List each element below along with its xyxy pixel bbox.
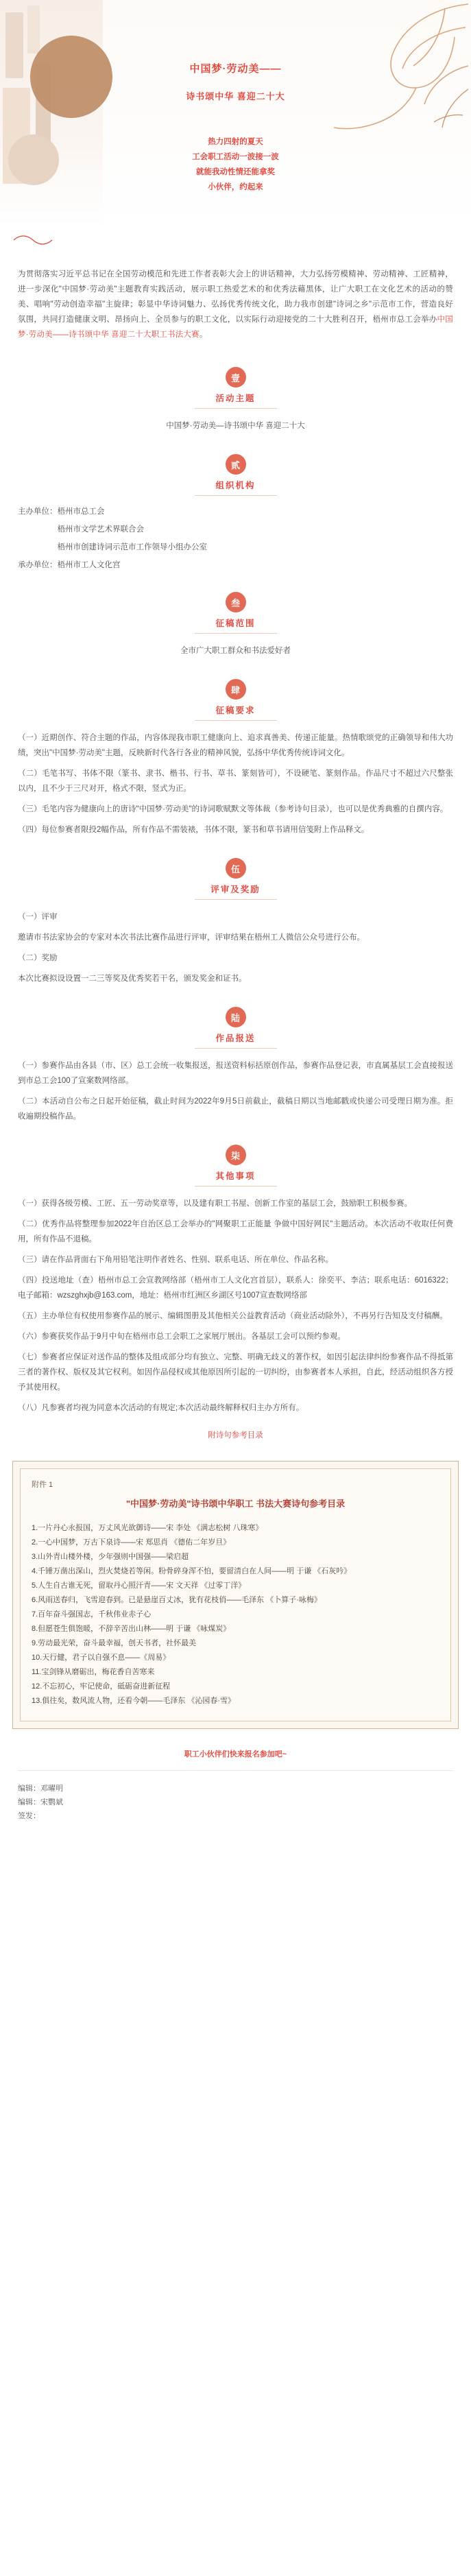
appendix-tag: 附件 1: [32, 1481, 53, 1489]
section-badge: 肆: [226, 679, 246, 700]
section-title: 评审及奖励: [210, 885, 261, 894]
poem-line: 6.风雨送春归，飞雪迎春到。已是悬崖百丈冰，犹有花枝俏——毛泽东 《卜算子·咏梅》: [32, 1596, 322, 1604]
hero-title-wrap: [0, 60, 471, 102]
section-6-line: （二）本活动自公布之日起开始征稿，截止时间为2022年9月5日前截止，截稿日期以当地邮戳或快递公司受理日期为准。拒收遍期投稿作品。: [18, 1097, 453, 1121]
section-badge: 壹: [226, 367, 246, 387]
section-7-line: （一）获得各级劳模、工匠、五一劳动奖章等，以及建有职工书屋、创新工作室的基层工会，鼓励职工积极参赛。: [18, 1200, 412, 1208]
section-divider: [195, 720, 277, 721]
hero-banner: [0, 0, 471, 226]
section-4-line: （四）每位参赛者限投2幅作品，所有作品不需装裱，书体不限，篆书和草书请用信笺附上作品释文。: [18, 826, 370, 834]
wavy-divider: [0, 230, 471, 250]
footer-line: 签发：: [18, 1812, 40, 1820]
poem-line: 10.天行健，君子以自强不息——《周易》: [32, 1654, 171, 1662]
hero-title: 中国梦·劳动美——: [189, 63, 282, 75]
poem-line: 8.但愿苍生俱饱暖，不辞辛苦出山林——明 于谦 《咏煤炭》: [32, 1625, 231, 1633]
section-7-line: （八）凡参赛者均视为同意本次活动的有规定;本次活动最终解释权归主办方所有。: [18, 1404, 304, 1412]
section-title: 征稿要求: [215, 706, 256, 715]
section-header-4: [0, 679, 471, 721]
appendix-card: [12, 1461, 459, 1729]
section-title: 组织机构: [215, 481, 256, 490]
section-title: 活动主题: [215, 394, 256, 403]
intro-paragraph: [0, 254, 471, 349]
section-divider: [195, 408, 277, 409]
footer-signature: [0, 1778, 471, 1837]
section-7-line: （七）参赛者应保证对送作品的整体及组成部分均有独立、完整、明确无歧义的著作权，如因引起法律纠纷参赛作品不得抵第三者的著作权、版权及其它权利。如因作品侵权或其他原因所引起的一切纠纷，由参赛者本人承担，自此，经活动组织各方授予其使用权。: [18, 1353, 453, 1392]
footer-divider: [18, 1770, 453, 1771]
section-header-7: [0, 1145, 471, 1186]
section-badge: 贰: [226, 454, 246, 475]
hero-slogan-line: 小伙伴，约起来: [208, 183, 263, 191]
section-header-2: [0, 454, 471, 496]
section-5-line: （二）奖励: [18, 954, 58, 962]
section-badge: 伍: [226, 858, 246, 879]
appendix-title: "中国梦·劳动美"诗书颂中华职工 书法大赛诗句参考目录: [125, 1499, 346, 1509]
section-2-line: 承办单位：梧州市工人文化宫: [18, 561, 121, 569]
hero-slogan-line: 就能我动性情还能拿奖: [196, 168, 275, 176]
attachment-link[interactable]: 附诗句参考目录: [208, 1431, 263, 1440]
section-header-6: [0, 1007, 471, 1049]
poem-line: 2.一心中国梦，万古下泉诗——宋 郑思肖 《德佑二年岁旦》: [32, 1538, 231, 1547]
section-7-line: （二）优秀作品将整理参加2022年自治区总工会举办的"网聚职工正能量 争做中国好网民"主题活动。本次活动不收取任何费用，所有作品不退稿。: [18, 1220, 453, 1243]
section-4-line: （一）近期创作、符合主题的作品，内容体现我市职工健康向上、追求真善美、传递正能量。热情歌颂党的正确领导和伟大功绩，突出"中国梦·劳动美"主题，反映新时代各行各业的精神风貌，弘扬中华优秀传统诗词文化。: [18, 734, 453, 757]
footer-line: 编辑：宋鹦斌: [18, 1798, 63, 1806]
hero-slogan-line: 工会职工活动一波接一波: [192, 153, 279, 161]
poem-line: 7.百年奋斗强国志，千秋伟业赤子心: [32, 1610, 152, 1619]
section-4-line: （二）毛笔书写、书体不限（篆书、隶书、楷书、行书、草书、篆刻皆可），不设硬笔、篆刻作品。作品尺寸不超过六尺整张以内，且不少于三尺对开，格式不限，竖式为正。: [18, 770, 453, 793]
section-header-3: [0, 592, 471, 634]
section-7-line: （六）参赛获奖作品于9月中旬在梧州市总工会职工之家展厅展出。各基层工会可以预约参观。: [18, 1333, 346, 1341]
section-header-1: [0, 367, 471, 409]
hero-subtitle: 诗书颂中华 喜迎二十大: [186, 91, 285, 102]
intro-text-after: 。: [199, 331, 208, 339]
section-title: 作品报送: [215, 1034, 256, 1043]
section-5-line: 本次比赛拟设设置一二三等奖及优秀奖若干名，颁发奖金和证书。: [18, 975, 247, 983]
hero-slogan-line: 热力四射的夏天: [208, 138, 263, 146]
section-badge: 柒: [226, 1145, 246, 1165]
section-6-line: （一）参赛作品由各县（市、区）总工会统一收集报送，报送资料标括原创作品，参赛作品登记表，市直属基层工会直接报送到市总工会100了宣案数网络部。: [18, 1062, 453, 1085]
poem-line: 1.一片丹心永报国，万丈风光欲御诗——宋 李处 《满志松树 八珠寒》: [32, 1524, 263, 1532]
section-title: 征稿范围: [215, 619, 256, 628]
decor-stripe: [27, 5, 40, 53]
section-5-line: 邀请市书法家协会的专家对本次书法比赛作品进行评审，评审结果在梧州工人微信公众号进行公布。: [18, 933, 365, 942]
section-3-line: 全市广大职工群众和书法爱好者: [180, 647, 291, 655]
poem-line: 9.劳动最光荣，奋斗最幸福，创天书者，社怀最美: [32, 1639, 197, 1647]
section-7-line: （三）请在作品背面右下角用铅笔注明作者姓名、性别、联系电话、所在单位、作品名称。: [18, 1256, 333, 1264]
footer-line: 编辑：邓曜明: [18, 1785, 63, 1793]
intro-highlight: 中国梦·劳动美——诗书颂中华 喜迎二十大职工书法大赛: [18, 315, 453, 339]
section-divider: [195, 1048, 277, 1049]
section-divider: [195, 495, 277, 496]
section-4-line: （三）毛笔内容为健康向上的唐诗"中国梦·劳动美"的诗词歌赋默文等体裁（参考诗句目录），也可以是优秀典雅的自撰内容。: [18, 805, 448, 813]
section-divider: [195, 633, 277, 634]
poem-line: 4.千锤万凿出深山，烈火焚烧若等闲。粉骨碎身浑不怕，要留清白在人间——明 于谦 《石灰吟》: [32, 1567, 352, 1575]
section-header-5: [0, 858, 471, 900]
section-badge: 陆: [226, 1007, 246, 1027]
section-2-line: 主办单位：梧州市总工会: [18, 508, 105, 516]
section-divider: [195, 899, 277, 900]
section-5-line: （一）评审: [18, 913, 58, 921]
section-2-line: 梧州市文学艺术界联合会: [18, 525, 144, 534]
poem-line: 12.不忘初心，牢记使命，砥砺奋进新征程: [32, 1682, 171, 1691]
poem-line: 3.山外青山楼外楼，少年强则中国强——梁启超: [32, 1553, 189, 1561]
poem-line: 13.俱往矣，数风流人物，还看今朝——毛泽东 《沁园春·雪》: [32, 1697, 236, 1705]
poem-line: 11.宝剑锋从磨砺出，梅花香自苦寒来: [32, 1668, 155, 1676]
footer-note: 职工小伙伴们快来报名参加吧~: [184, 1750, 287, 1758]
section-2-line: 梧州市创建诗词示范市工作领导小组办公室: [18, 543, 207, 551]
section-title: 其他事项: [215, 1171, 256, 1181]
section-7-line: （五）主办单位有权使用参赛作品的展示、编辑图册及其他相关公益教育活动（商业活动除外），不再另行告知及支付稿酬。: [18, 1312, 448, 1320]
intro-text-before: 为贯彻落实习近平总书记在全国劳动模范和先进工作者表彰大会上的讲话精神，大力弘扬劳模精神、劳动精神、工匠精神，进一步深化"中国梦·劳动美"主题教育实践活动，展示职工热爱艺术的和优秀法藉黑体，让广大职工在文化艺术的活动的赞美、唱响"劳动创造幸福"主旋律；彰显中华诗词魅力、弘扬优秀传统文化，助力我市创建"诗词之乡"示范市工作，营造良好氛围，共同打造健康文明、昂扬向上、全员参与的职工文化，以实际行动迎接党的二十大胜利召开，梧州市总工会举办: [18, 270, 453, 324]
poem-line: 5.人生自古谁无死，留取丹心照汗青——宋 文天祥 《过零丁洋》: [32, 1582, 246, 1590]
section-1-line: 中国梦·劳动美—诗书颂中华 喜迎二十大: [166, 422, 305, 430]
section-badge: 叁: [226, 592, 246, 612]
appendix-inner: [20, 1468, 451, 1721]
section-7-line: （四）投送地址（查）梧州市总工会宣教网络部（梧州市工人文化宫首层），联系人：徐奕平、李洁；联系电话：6016322；电子邮箱：wzszghxjb@163.com，地址：梧州市红洲区乡湖区号1007宣查数网络部: [18, 1276, 453, 1300]
hero-slogan-lines: [0, 134, 471, 195]
